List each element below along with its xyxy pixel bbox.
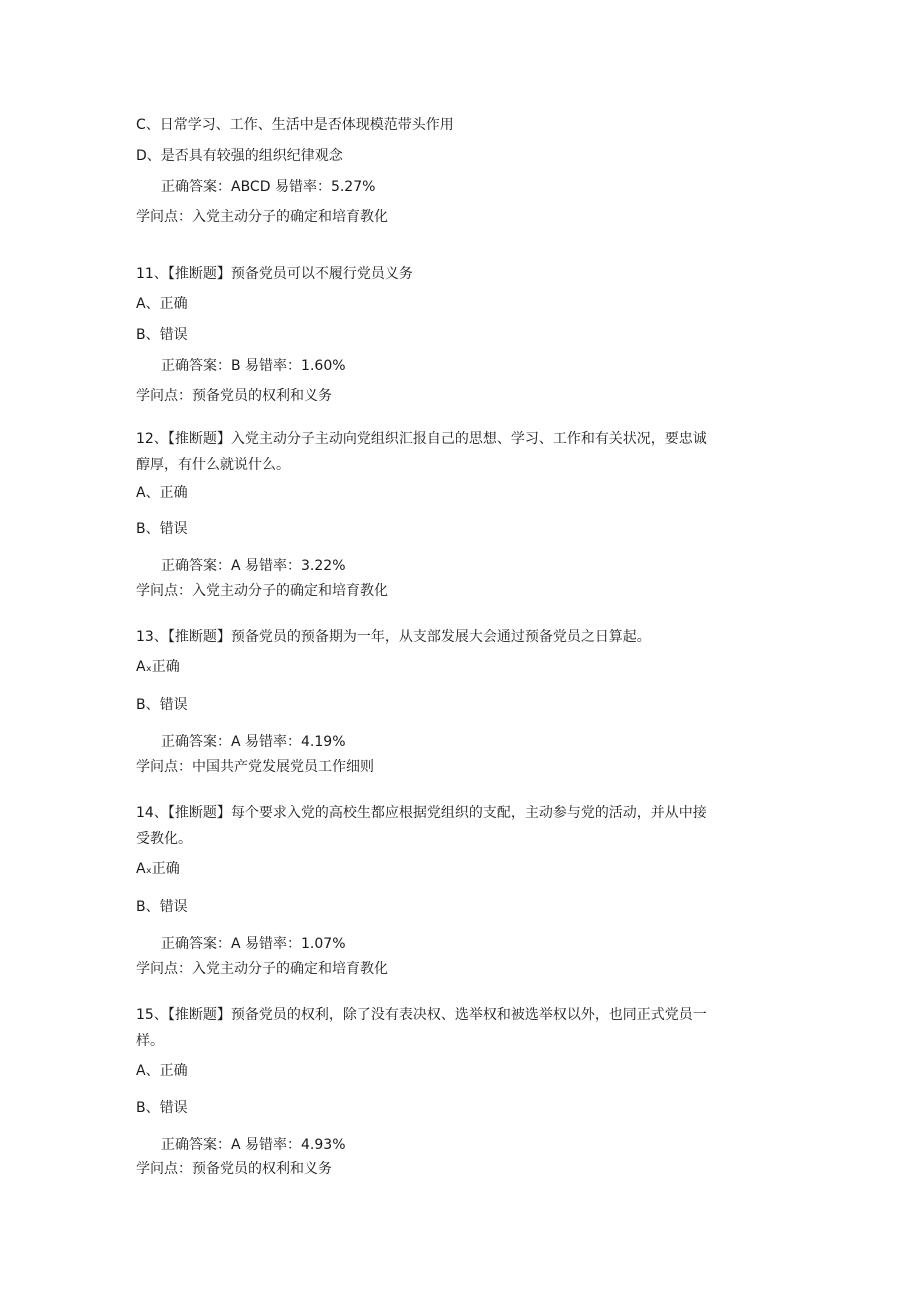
q12-knowledge-point: 学问点：入党主动分子的确定和培育教化 [136,583,388,599]
q10-option-c: C、日常学习、工作、生活中是否体现模范带头作用 [136,117,454,133]
q13-option-b: B、错误 [136,697,188,713]
q13-option-a: Aₓ正确 [136,659,180,675]
q11-option-b: B、错误 [136,327,188,343]
q10-knowledge-point: 学问点：入党主动分子的确定和培育教化 [136,209,388,225]
q14-question-line2: 受教化。 [136,831,192,847]
q11-knowledge-point: 学问点：预备党员的权利和义务 [136,388,332,404]
q13-answer: 正确答案：A 易错率：4.19% [161,734,346,750]
q12-question-line2: 醇厚，有什么就说什么。 [136,457,290,473]
q10-option-d: D、是否具有较强的组织纪律观念 [136,148,343,164]
q14-answer: 正确答案：A 易错率：1.07% [161,936,346,952]
q12-question-line1: 12、【推断题】入党主动分子主动向党组织汇报自己的思想、学习、工作和有关状况，要忠诚 [136,431,707,447]
q12-answer: 正确答案：A 易错率：3.22% [161,558,346,574]
q11-answer: 正确答案：B 易错率：1.60% [161,358,346,374]
q11-question: 11、【推断题】预备党员可以不履行党员义务 [136,266,413,282]
q15-option-b: B、错误 [136,1100,188,1116]
q14-knowledge-point: 学问点：入党主动分子的确定和培育教化 [136,961,388,977]
q15-question-line1: 15、【推断题】预备党员的权利，除了没有表决权、选举权和被选举权以外，也同正式党员一 [136,1007,707,1023]
q11-option-a: A、正确 [136,296,188,312]
q12-option-b: B、错误 [136,521,188,537]
q13-knowledge-point: 学问点：中国共产党发展党员工作细则 [136,759,374,775]
q14-option-b: B、错误 [136,899,188,915]
q13-question: 13、【推断题】预备党员的预备期为一年，从支部发展大会通过预备党员之日算起。 [136,629,651,645]
q15-answer: 正确答案：A 易错率：4.93% [161,1137,346,1153]
q15-option-a: A、正确 [136,1063,188,1079]
q15-knowledge-point: 学问点：预备党员的权利和义务 [136,1161,332,1177]
q14-option-a: Aₓ正确 [136,861,180,877]
q15-question-line2: 样。 [136,1033,164,1049]
q10-answer: 正确答案：ABCD 易错率：5.27% [161,179,376,195]
q12-option-a: A、正确 [136,485,188,501]
q14-question-line1: 14、【推断题】每个要求入党的高校生都应根据党组织的支配，主动参与党的活动，并从中接 [136,805,707,821]
